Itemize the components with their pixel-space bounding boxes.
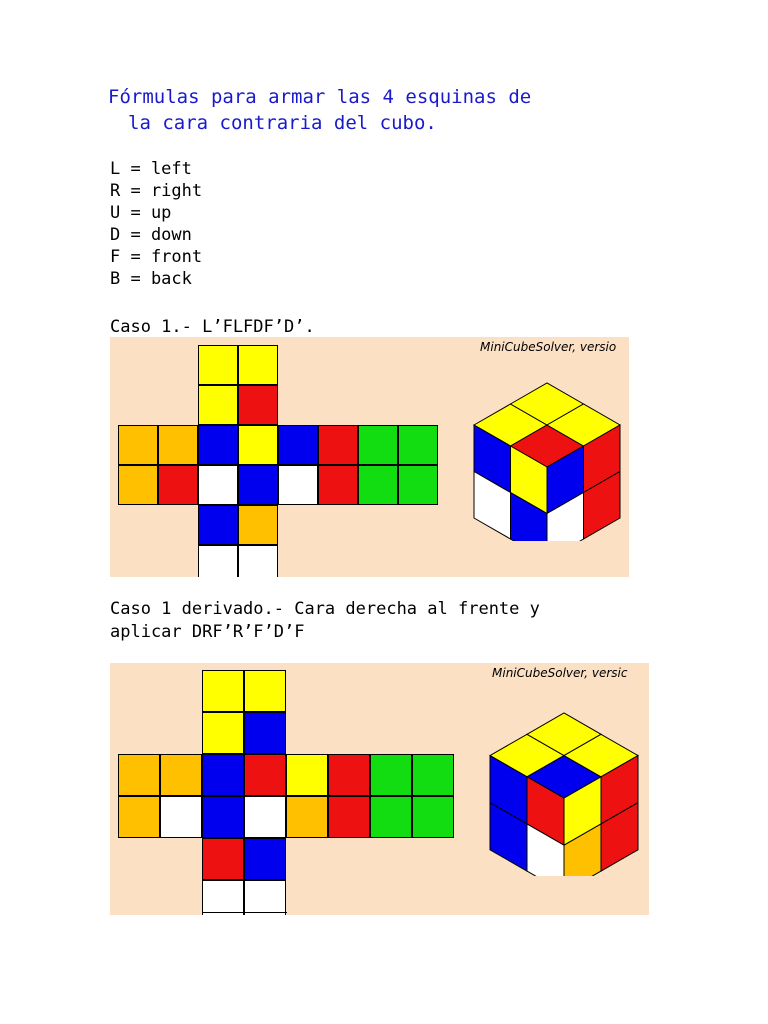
sticker [412,754,454,796]
sticker [198,385,238,425]
sticker [238,545,278,577]
sticker [398,425,438,465]
sticker [358,465,398,505]
sticker [370,754,412,796]
sticker [278,465,318,505]
sticker [202,712,244,754]
sticker [244,712,286,754]
sticker [202,838,244,880]
page-title [108,84,668,136]
case2-label-line-1: Caso 1 derivado.- Cara derecha al frente y [110,599,540,619]
sticker [198,345,238,385]
legend-item: L = left [110,159,192,179]
legend-item: D = down [110,225,192,245]
sticker [412,796,454,838]
sticker [238,385,278,425]
sticker [244,880,286,915]
sticker [238,345,278,385]
sticker [244,754,286,796]
sticker [198,545,238,577]
sticker [118,754,160,796]
sticker [318,425,358,465]
legend-item: F = front [110,247,203,267]
title-line-2: la cara contraria del cubo. [128,112,437,134]
legend-item: B = back [110,269,192,289]
sticker [118,465,158,505]
sticker [286,754,328,796]
sticker [398,465,438,505]
sticker [238,425,278,465]
divider [203,912,287,913]
sticker [318,465,358,505]
sticker [158,465,198,505]
sticker [158,425,198,465]
sticker [160,754,202,796]
sticker [328,754,370,796]
notation-legend [110,158,202,290]
case1-watermark: MiniCubeSolver, versio [480,340,617,354]
case1-label: Caso 1.- L’FLFDF’D’. [110,317,315,337]
case2-image [110,663,649,915]
legend-item: U = up [110,203,172,223]
sticker [198,425,238,465]
sticker [358,425,398,465]
sticker [278,425,318,465]
sticker [370,796,412,838]
sticker [238,465,278,505]
sticker [244,670,286,712]
sticker [202,796,244,838]
sticker [160,796,202,838]
case2-watermark: MiniCubeSolver, versic [492,666,628,680]
sticker [328,796,370,838]
sticker [244,838,286,880]
cube-3d-view [488,711,648,876]
sticker [286,796,328,838]
sticker [202,754,244,796]
cube-3d-view [472,381,629,541]
sticker [198,465,238,505]
sticker [202,670,244,712]
title-line-1: Fórmulas para armar las 4 esquinas de [108,86,532,108]
sticker [244,796,286,838]
sticker [198,505,238,545]
case1-image [110,337,629,577]
sticker [118,796,160,838]
case2-label-line-2: aplicar DRF’R’F’D’F [110,622,305,642]
sticker [238,505,278,545]
legend-item: R = right [110,181,203,201]
sticker [118,425,158,465]
sticker [202,880,244,915]
